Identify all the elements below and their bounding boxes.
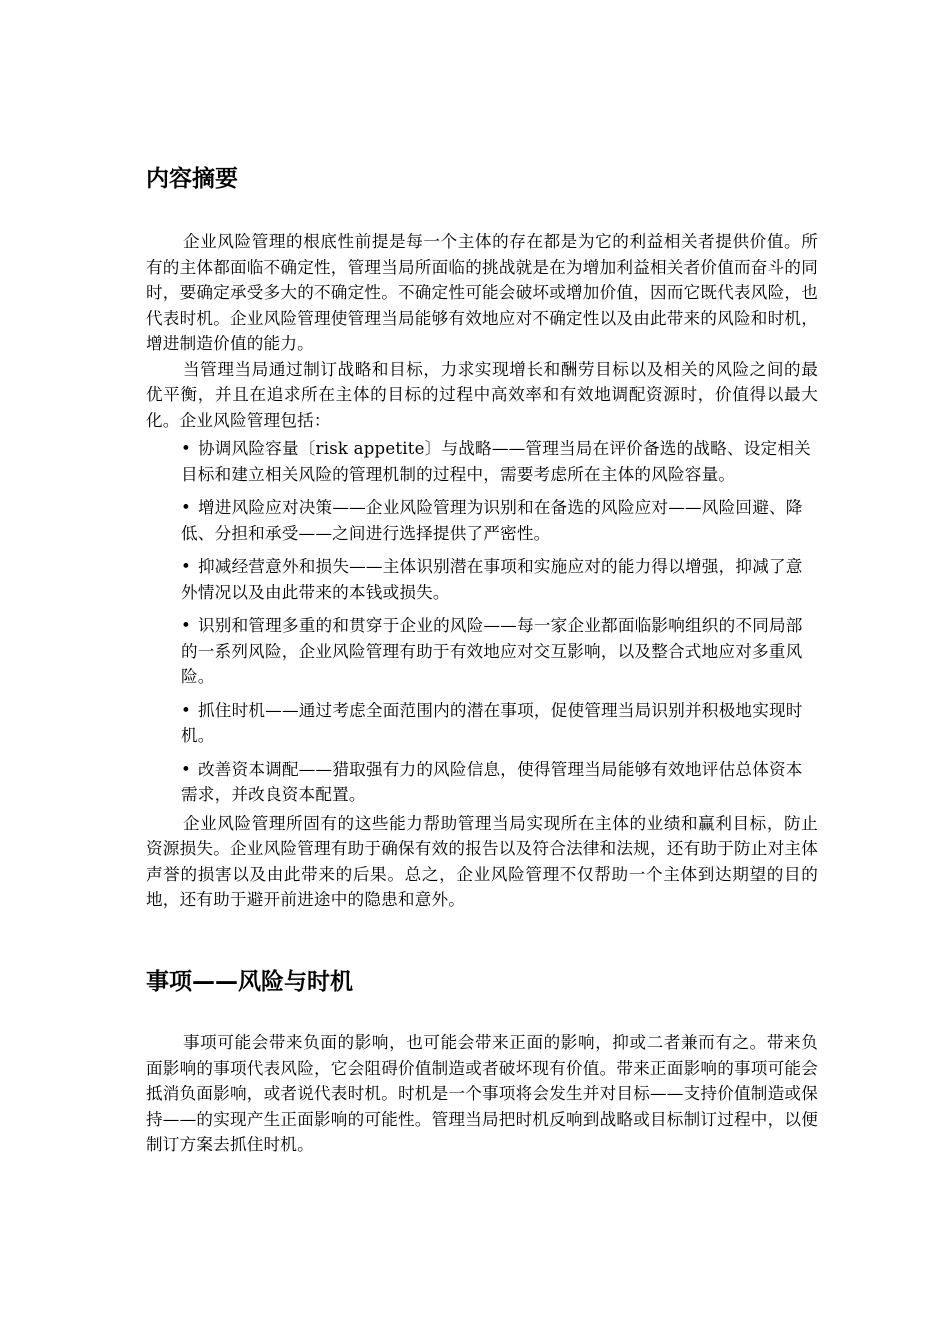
list-item-text: 协调风险容量〔risk appetite〕与战略——管理当局在评价备选的战略、设定相关目标和建立相关风险的管理机制的过程中，需要考虑所在主体的风险容量。	[181, 439, 811, 484]
summary-paragraph-2: 当管理当局通过制订战略和目标，力求实现增长和酬劳目标以及相关的风险之间的最优平衡，并且在追求所在主体的目标的过程中高效率和有效地调配资源时，价值得以最大化。企业风险管理包括：	[146, 359, 818, 430]
list-item	[181, 757, 816, 808]
list-item-text: 抓住时机——通过考虑全面范围内的潜在事项，促使管理当局识别并积极地实现时机。	[181, 700, 803, 745]
bullet-icon: •	[181, 700, 191, 720]
list-item	[181, 495, 816, 546]
list-item-text: 改善资本调配——猎取强有力的风险信息，使得管理当局能够有效地评估总体资本需求，并改良资本配置。	[181, 759, 803, 804]
events-body	[146, 1030, 818, 1158]
list-item	[181, 554, 816, 605]
list-item-text: 增进风险应对决策——企业风险管理为识别和在备选的风险应对——风险回避、降低、分担和承受——之间进行选择提供了严密性。	[181, 498, 803, 543]
bullet-icon: •	[181, 557, 191, 576]
erm-capabilities-list	[146, 436, 816, 808]
list-item	[181, 436, 816, 487]
bullet-icon: •	[181, 439, 191, 458]
events-paragraph-1: 事项可能会带来负面的影响，也可能会带来正面的影响，抑或二者兼而有之。带来负面影响的事项代表风险，它会阻碍价值制造或者破坏现有价值。带来正面影响的事项可能会抵消负面影响，或者说代表时机。时机是一个事项将会发生并对目标——支持价值制造或保持——的实现产生正面影响的可能性。管理当局把时机反响到战略或目标制订过程中，以便制订方案去抓住时机。	[146, 1033, 818, 1154]
section-title-summary: 内容摘要	[146, 166, 238, 192]
list-item	[181, 613, 816, 690]
list-item	[181, 698, 816, 749]
bullet-icon: •	[181, 759, 191, 779]
section-title-events: 事项——风险与时机	[146, 969, 353, 995]
bullet-icon: •	[181, 498, 191, 517]
summary-paragraph-1: 企业风险管理的根底性前提是每一个主体的存在都是为它的利益相关者提供价值。所有的主体都面临不确定性，管理当局所面临的挑战就是在为增加利益相关者价值而奋斗的同时，要确定承受多大的不确定性。不确定性可能会破坏或增加价值，因而它既代表风险，也代表时机。企业风险管理使管理当局能够有效地应对不确定性以及由此带来的风险和时机，增进制造价值的能力。	[146, 232, 818, 353]
summary-paragraph-3: 企业风险管理所固有的这些能力帮助管理当局实现所在主体的业绩和赢利目标，防止资源损失。企业风险管理有助于确保有效的报告以及符合法律和法规，还有助于防止对主体声誉的损害以及由此带来的后果。总之，企业风险管理不仅帮助一个主体到达期望的目的地，还有助于避开前进途中的隐患和意外。	[146, 813, 818, 909]
list-item-text: 识别和管理多重的和贯穿于企业的风险——每一家企业都面临影响组织的不同局部的一系列风险，企业风险管理有助于有效地应对交互影响，以及整合式地应对多重风险。	[181, 616, 803, 686]
bullet-icon: •	[181, 616, 191, 635]
list-item-text: 抑减经营意外和损失——主体识别潜在事项和实施应对的能力得以增强，抑减了意外情况以及由此带来的本钱或损失。	[181, 557, 803, 602]
summary-body	[146, 229, 818, 913]
